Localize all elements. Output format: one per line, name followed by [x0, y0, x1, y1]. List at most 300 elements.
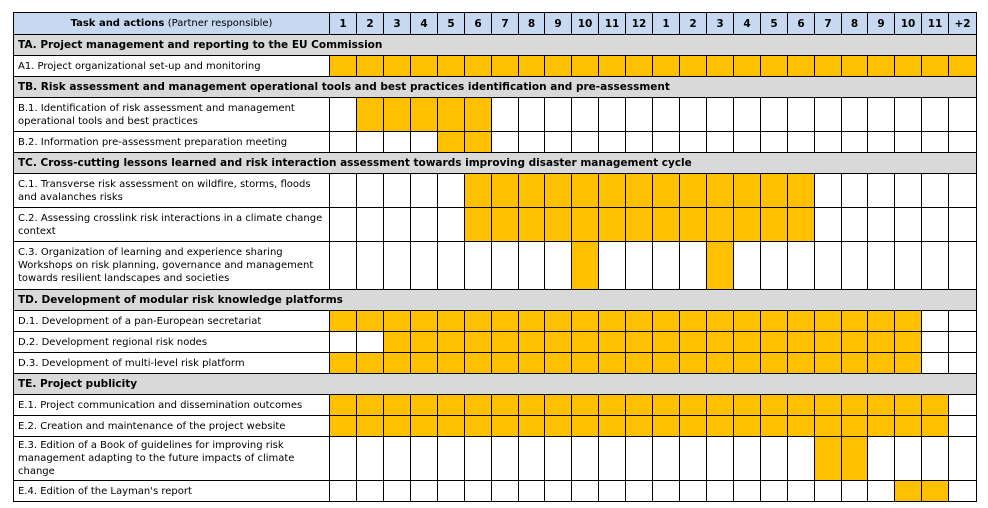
timeline-cell-active	[653, 353, 680, 374]
timeline-cell-active	[707, 174, 734, 208]
timeline-cell	[788, 437, 815, 481]
timeline-cell-active	[788, 56, 815, 77]
month-header: 4	[411, 13, 438, 35]
timeline-cell-active	[572, 174, 599, 208]
timeline-cell-active	[519, 208, 545, 242]
timeline-cell-active	[788, 174, 815, 208]
timeline-cell	[842, 481, 868, 502]
timeline-cell-active	[545, 174, 572, 208]
timeline-cell	[734, 242, 761, 290]
timeline-cell-active	[626, 353, 653, 374]
timeline-cell-active	[653, 416, 680, 437]
timeline-cell-active	[465, 132, 492, 153]
timeline-cell	[868, 437, 895, 481]
timeline-cell-active	[599, 56, 626, 77]
section-row	[14, 374, 977, 395]
timeline-cell	[519, 437, 545, 481]
timeline-cell-active	[788, 416, 815, 437]
timeline-cell	[438, 174, 465, 208]
timeline-cell-active	[868, 395, 895, 416]
timeline-cell-active	[330, 353, 357, 374]
timeline-cell-active	[788, 332, 815, 353]
timeline-cell	[761, 132, 788, 153]
timeline-cell-active	[599, 395, 626, 416]
task-row	[14, 98, 977, 132]
timeline-cell-active	[626, 174, 653, 208]
timeline-cell-active	[815, 353, 842, 374]
timeline-cell-active	[545, 416, 572, 437]
task-row	[14, 332, 977, 353]
timeline-cell-active	[545, 311, 572, 332]
timeline-cell-active	[626, 416, 653, 437]
timeline-cell-active	[895, 353, 922, 374]
section-title: TB. Risk assessment and management operational tools and best practices identification and pre-assessment	[14, 77, 977, 98]
timeline-cell-active	[788, 395, 815, 416]
timeline-cell	[680, 481, 707, 502]
timeline-cell-active	[438, 395, 465, 416]
timeline-cell	[949, 208, 977, 242]
month-header: 7	[815, 13, 842, 35]
timeline-cell-active	[653, 56, 680, 77]
timeline-cell	[330, 208, 357, 242]
timeline-cell-active	[734, 56, 761, 77]
timeline-cell	[357, 437, 384, 481]
timeline-cell	[411, 437, 438, 481]
timeline-cell	[599, 132, 626, 153]
timeline-cell	[842, 132, 868, 153]
timeline-cell	[815, 481, 842, 502]
timeline-cell	[949, 174, 977, 208]
timeline-cell	[384, 174, 411, 208]
timeline-cell	[330, 242, 357, 290]
timeline-cell	[411, 242, 438, 290]
month-header: 6	[788, 13, 815, 35]
task-label: D.3. Development of multi-level risk platform	[14, 353, 330, 374]
timeline-cell	[545, 98, 572, 132]
timeline-cell-active	[761, 353, 788, 374]
timeline-cell-active	[330, 416, 357, 437]
timeline-cell-active	[545, 56, 572, 77]
timeline-cell-active	[572, 353, 599, 374]
timeline-cell	[545, 481, 572, 502]
section-row	[14, 35, 977, 56]
task-label: B.1. Identification of risk assessment and management operational tools and best practices	[14, 98, 330, 132]
task-label: D.2. Development regional risk nodes	[14, 332, 330, 353]
timeline-cell	[653, 242, 680, 290]
timeline-cell	[599, 242, 626, 290]
timeline-cell	[922, 437, 949, 481]
timeline-cell	[922, 174, 949, 208]
timeline-cell	[357, 481, 384, 502]
timeline-cell-active	[545, 395, 572, 416]
timeline-cell-active	[815, 395, 842, 416]
month-header: 12	[626, 13, 653, 35]
section-row	[14, 77, 977, 98]
timeline-cell-active	[680, 56, 707, 77]
timeline-cell	[599, 437, 626, 481]
timeline-cell	[895, 208, 922, 242]
timeline-cell-active	[465, 208, 492, 242]
timeline-cell	[438, 208, 465, 242]
task-label: D.1. Development of a pan-European secretariat	[14, 311, 330, 332]
timeline-cell	[949, 311, 977, 332]
task-label: B.2. Information pre-assessment preparation meeting	[14, 132, 330, 153]
timeline-cell-active	[761, 174, 788, 208]
task-label: E.4. Edition of the Layman's report	[14, 481, 330, 502]
timeline-cell-active	[519, 332, 545, 353]
month-header: 4	[734, 13, 761, 35]
timeline-cell	[465, 437, 492, 481]
month-header: 6	[465, 13, 492, 35]
timeline-cell-active	[572, 311, 599, 332]
timeline-cell	[572, 481, 599, 502]
timeline-cell-active	[761, 208, 788, 242]
month-header: 1	[330, 13, 357, 35]
timeline-cell-active	[465, 353, 492, 374]
timeline-cell-active	[707, 416, 734, 437]
timeline-cell-active	[545, 353, 572, 374]
timeline-cell	[330, 437, 357, 481]
timeline-cell	[949, 437, 977, 481]
timeline-cell-active	[895, 395, 922, 416]
timeline-cell	[626, 437, 653, 481]
timeline-cell	[788, 98, 815, 132]
timeline-cell-active	[707, 332, 734, 353]
timeline-cell-active	[626, 56, 653, 77]
timeline-cell-active	[922, 395, 949, 416]
timeline-cell-active	[868, 332, 895, 353]
timeline-cell	[330, 481, 357, 502]
timeline-cell-active	[707, 208, 734, 242]
timeline-cell	[949, 395, 977, 416]
timeline-cell	[815, 174, 842, 208]
timeline-cell	[868, 208, 895, 242]
timeline-cell	[922, 353, 949, 374]
timeline-cell	[519, 481, 545, 502]
timeline-cell	[842, 174, 868, 208]
timeline-cell-active	[465, 332, 492, 353]
timeline-cell-active	[519, 353, 545, 374]
task-header	[14, 13, 330, 35]
timeline-cell-active	[519, 174, 545, 208]
timeline-cell	[707, 98, 734, 132]
timeline-cell	[895, 132, 922, 153]
timeline-cell	[922, 311, 949, 332]
timeline-cell	[384, 481, 411, 502]
timeline-cell-active	[492, 311, 519, 332]
timeline-cell-active	[492, 395, 519, 416]
timeline-cell	[330, 174, 357, 208]
month-header: 5	[438, 13, 465, 35]
timeline-cell-active	[680, 416, 707, 437]
month-header: 2	[357, 13, 384, 35]
timeline-cell	[761, 98, 788, 132]
timeline-cell-active	[815, 437, 842, 481]
timeline-cell	[734, 132, 761, 153]
timeline-cell	[922, 208, 949, 242]
timeline-cell-active	[411, 416, 438, 437]
timeline-cell	[438, 437, 465, 481]
timeline-cell-active	[788, 311, 815, 332]
timeline-cell-active	[384, 353, 411, 374]
timeline-cell-active	[492, 416, 519, 437]
timeline-cell	[680, 437, 707, 481]
timeline-cell-active	[599, 311, 626, 332]
timeline-cell	[788, 132, 815, 153]
timeline-cell	[330, 98, 357, 132]
timeline-cell-active	[545, 208, 572, 242]
timeline-cell-active	[357, 56, 384, 77]
timeline-cell	[384, 208, 411, 242]
timeline-cell-active	[734, 208, 761, 242]
timeline-cell-active	[895, 332, 922, 353]
month-header: 11	[922, 13, 949, 35]
timeline-cell-active	[842, 437, 868, 481]
section-row	[14, 153, 977, 174]
timeline-cell	[815, 98, 842, 132]
timeline-cell	[626, 242, 653, 290]
timeline-cell-active	[465, 311, 492, 332]
timeline-cell-active	[949, 56, 977, 77]
timeline-cell-active	[842, 353, 868, 374]
timeline-cell-active	[357, 98, 384, 132]
task-row	[14, 311, 977, 332]
timeline-cell	[868, 132, 895, 153]
task-row	[14, 395, 977, 416]
timeline-cell-active	[653, 208, 680, 242]
timeline-cell-active	[545, 332, 572, 353]
timeline-cell-active	[842, 416, 868, 437]
timeline-cell-active	[734, 332, 761, 353]
timeline-cell-active	[438, 132, 465, 153]
timeline-cell	[922, 332, 949, 353]
timeline-cell	[707, 437, 734, 481]
timeline-cell-active	[626, 395, 653, 416]
timeline-cell-active	[815, 56, 842, 77]
timeline-cell	[357, 332, 384, 353]
timeline-cell-active	[788, 208, 815, 242]
timeline-cell	[949, 353, 977, 374]
timeline-cell-active	[761, 395, 788, 416]
timeline-cell-active	[707, 311, 734, 332]
timeline-cell-active	[680, 208, 707, 242]
timeline-cell	[788, 481, 815, 502]
timeline-cell-active	[411, 332, 438, 353]
timeline-cell	[330, 332, 357, 353]
timeline-cell-active	[384, 332, 411, 353]
month-header: 9	[868, 13, 895, 35]
timeline-cell-active	[680, 311, 707, 332]
timeline-cell-active	[572, 332, 599, 353]
timeline-cell-active	[868, 56, 895, 77]
timeline-cell	[842, 98, 868, 132]
timeline-cell	[895, 98, 922, 132]
timeline-cell-active	[357, 395, 384, 416]
timeline-cell-active	[734, 395, 761, 416]
month-header: 8	[519, 13, 545, 35]
task-row	[14, 132, 977, 153]
task-label: A1. Project organizational set-up and monitoring	[14, 56, 330, 77]
timeline-cell	[492, 437, 519, 481]
timeline-cell	[438, 481, 465, 502]
task-label: C.3. Organization of learning and experience sharing Workshops on risk planning, governance and management towards resilient landscapes and societies	[14, 242, 330, 290]
timeline-cell	[949, 416, 977, 437]
timeline-cell-active	[492, 56, 519, 77]
timeline-cell-active	[384, 56, 411, 77]
timeline-cell-active	[653, 332, 680, 353]
timeline-cell	[788, 242, 815, 290]
timeline-cell-active	[761, 311, 788, 332]
timeline-cell-active	[895, 416, 922, 437]
timeline-cell-active	[384, 311, 411, 332]
task-row	[14, 174, 977, 208]
timeline-cell	[519, 242, 545, 290]
timeline-cell-active	[895, 311, 922, 332]
header-row	[14, 13, 977, 35]
timeline-cell-active	[626, 208, 653, 242]
timeline-cell-active	[519, 56, 545, 77]
timeline-cell-active	[519, 311, 545, 332]
timeline-cell	[626, 132, 653, 153]
timeline-cell	[411, 174, 438, 208]
task-row	[14, 353, 977, 374]
timeline-cell	[411, 481, 438, 502]
timeline-cell-active	[519, 395, 545, 416]
timeline-cell-active	[465, 98, 492, 132]
month-header: 3	[384, 13, 411, 35]
timeline-cell-active	[599, 353, 626, 374]
task-header-sub: (Partner responsible)	[167, 18, 273, 29]
task-label: E.2. Creation and maintenance of the project website	[14, 416, 330, 437]
timeline-cell-active	[788, 353, 815, 374]
timeline-cell-active	[465, 395, 492, 416]
timeline-cell	[653, 437, 680, 481]
timeline-cell	[545, 437, 572, 481]
timeline-cell-active	[599, 208, 626, 242]
timeline-cell-active	[761, 416, 788, 437]
timeline-cell-active	[599, 174, 626, 208]
timeline-cell	[949, 242, 977, 290]
timeline-cell	[949, 332, 977, 353]
timeline-cell	[519, 132, 545, 153]
timeline-cell	[626, 98, 653, 132]
timeline-cell	[384, 242, 411, 290]
timeline-cell-active	[330, 395, 357, 416]
month-header: 8	[842, 13, 868, 35]
timeline-cell	[492, 132, 519, 153]
timeline-cell	[680, 242, 707, 290]
timeline-cell	[519, 98, 545, 132]
timeline-cell-active	[895, 56, 922, 77]
timeline-cell-active	[492, 332, 519, 353]
timeline-cell-active	[868, 311, 895, 332]
timeline-cell	[357, 242, 384, 290]
timeline-cell	[949, 481, 977, 502]
timeline-cell	[599, 481, 626, 502]
timeline-cell	[895, 242, 922, 290]
task-header-label: Task and actions	[70, 18, 165, 29]
timeline-cell	[868, 481, 895, 502]
month-header: +2	[949, 13, 977, 35]
timeline-cell-active	[438, 416, 465, 437]
timeline-cell-active	[707, 242, 734, 290]
timeline-cell-active	[330, 311, 357, 332]
timeline-cell	[761, 242, 788, 290]
timeline-cell-active	[922, 416, 949, 437]
task-row	[14, 416, 977, 437]
timeline-cell	[572, 98, 599, 132]
timeline-cell-active	[572, 416, 599, 437]
timeline-cell-active	[653, 174, 680, 208]
timeline-cell-active	[465, 416, 492, 437]
timeline-cell-active	[438, 353, 465, 374]
timeline-cell-active	[922, 56, 949, 77]
timeline-cell-active	[572, 208, 599, 242]
timeline-cell	[895, 437, 922, 481]
timeline-cell	[545, 242, 572, 290]
timeline-cell-active	[411, 98, 438, 132]
timeline-cell	[922, 242, 949, 290]
timeline-cell-active	[572, 395, 599, 416]
timeline-cell-active	[734, 174, 761, 208]
timeline-cell	[680, 132, 707, 153]
task-label: E.3. Edition of a Book of guidelines for improving risk management adapting to the future impacts of climate change	[14, 437, 330, 481]
timeline-cell	[868, 98, 895, 132]
timeline-cell-active	[734, 311, 761, 332]
timeline-cell-active	[734, 353, 761, 374]
timeline-cell-active	[653, 395, 680, 416]
timeline-cell-active	[411, 56, 438, 77]
timeline-cell	[357, 132, 384, 153]
timeline-cell	[949, 98, 977, 132]
timeline-cell	[357, 174, 384, 208]
timeline-cell	[842, 242, 868, 290]
month-header: 11	[599, 13, 626, 35]
section-title: TA. Project management and reporting to the EU Commission	[14, 35, 977, 56]
timeline-cell	[815, 208, 842, 242]
timeline-cell-active	[438, 56, 465, 77]
timeline-cell	[572, 132, 599, 153]
task-label: C.2. Assessing crosslink risk interactions in a climate change context	[14, 208, 330, 242]
gantt-table	[13, 12, 977, 502]
timeline-cell-active	[680, 353, 707, 374]
timeline-cell-active	[680, 174, 707, 208]
task-row	[14, 437, 977, 481]
timeline-cell-active	[572, 242, 599, 290]
section-title: TE. Project publicity	[14, 374, 977, 395]
timeline-cell	[384, 132, 411, 153]
timeline-cell	[545, 132, 572, 153]
timeline-cell-active	[842, 332, 868, 353]
timeline-cell	[815, 242, 842, 290]
task-row	[14, 56, 977, 77]
timeline-cell-active	[761, 332, 788, 353]
timeline-cell-active	[465, 174, 492, 208]
timeline-cell	[707, 481, 734, 502]
timeline-cell-active	[868, 416, 895, 437]
timeline-cell	[330, 132, 357, 153]
month-header: 7	[492, 13, 519, 35]
timeline-cell	[384, 437, 411, 481]
month-header: 10	[572, 13, 599, 35]
timeline-cell-active	[653, 311, 680, 332]
month-header: 3	[707, 13, 734, 35]
timeline-cell	[868, 174, 895, 208]
month-header: 10	[895, 13, 922, 35]
timeline-cell-active	[922, 481, 949, 502]
timeline-cell	[922, 132, 949, 153]
timeline-cell-active	[384, 98, 411, 132]
